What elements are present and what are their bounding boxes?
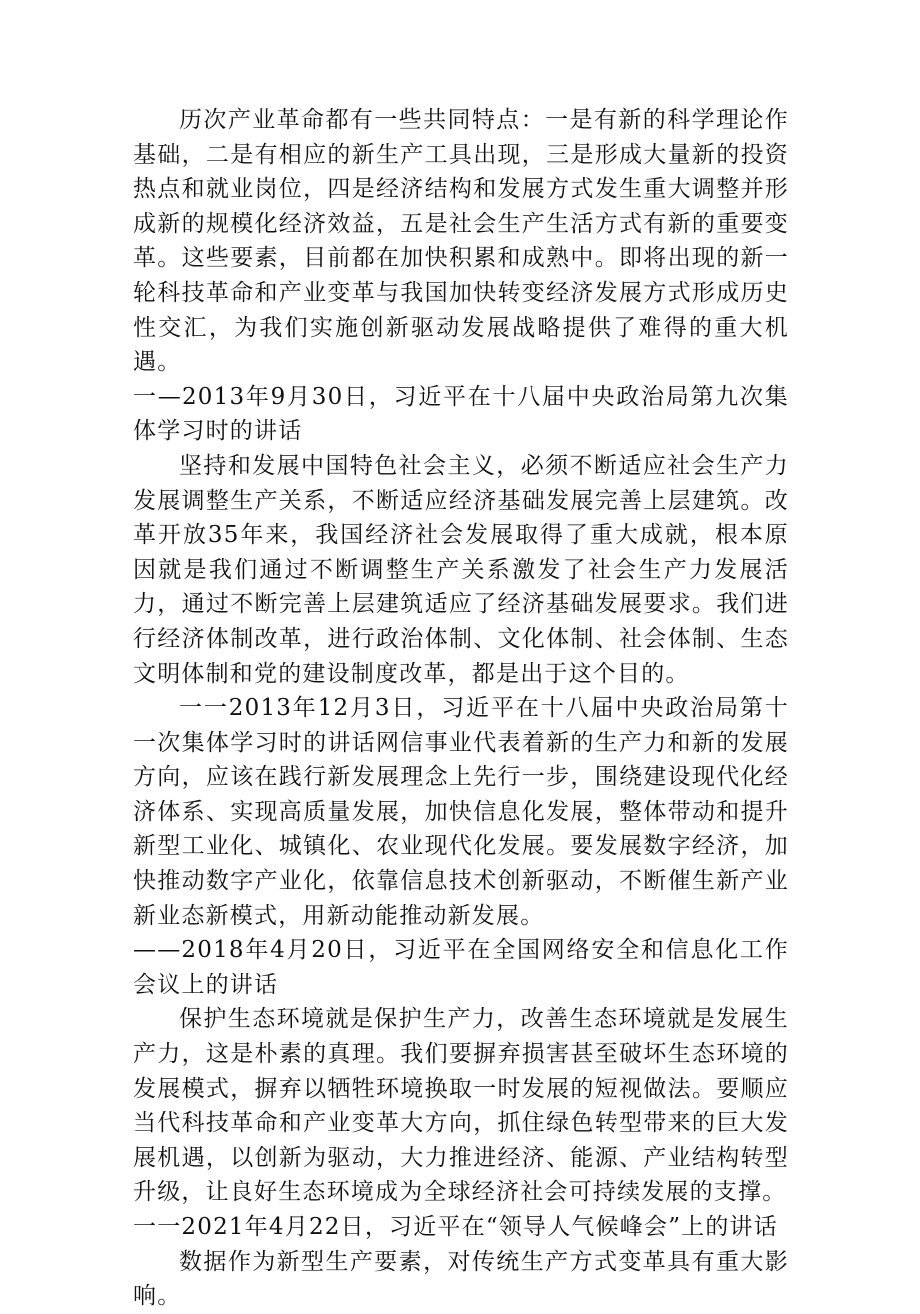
citation-2013-09-30: 一—2013年9月30日，习近平在十八届中央政治局第九次集体学习时的讲话 — [133, 383, 789, 445]
paragraph-data-factor: 数据作为新型生产要素，对传统生产方式变革具有重大影响。 — [133, 1248, 789, 1310]
paragraph-socialism-development: 坚持和发展中国特色社会主义，必须不断适应社会生产力发展调整生产关系，不断适应经济基础发展完善上层建筑。改革开放35年来，我国经济社会发展取得了重大成就，根本原因就是我们通过不断调整生产关系激发了社会生产力发展活力，通过不断完善上层建筑适应了经济基础发展要求。我们进行经济体制改革，进行政治体制、文化体制、社会体制、生态文明体制和党的建设制度改革，都是出于这个目的。 — [133, 452, 789, 687]
paragraph-industrial-revolution: 历次产业革命都有一些共同特点：一是有新的科学理论作基础，二是有相应的新生产工具出现，三是形成大量新的投资热点和就业岗位，四是经济结构和发展方式发生重大调整并形成新的规模化经济效益，五是社会生产生活方式有新的重要变革。这些要素，目前都在加快积累和成熟中。即将出现的新一轮科技革命和产业变革与我国加快转变经济发展方式形成历史性交汇，为我们实施创新驱动发展战略提供了难得的重大机遇。 — [133, 107, 789, 376]
paragraph-ecology: 保护生态环境就是保护生产力，改善生态环境就是发展生产力，这是朴素的真理。我们要摒弃损害甚至破坏生态环境的发展模式，摒弃以牺牲环境换取一时发展的短视做法。要顺应当代科技革命和产业变革大方向，抓住绿色转型带来的巨大发展机遇，以创新为驱动，大力推进经济、能源、产业结构转型升级，让良好生态环境成为全球经济社会可持续发展的支撑。 — [133, 1006, 789, 1206]
citation-2018-04-20: ——2018年4月20日，习近平在全国网络安全和信息化工作会议上的讲话 — [133, 937, 789, 998]
citation-2013-12-03-and-network: 一一2013年12月3日，习近平在十八届中央政治局第十一次集体学习时的讲话网信事业代表着新的生产力和新的发展方向，应该在践行新发展理念上先行一步，围绕建设现代化经济体系、实现高质量发展，加快信息化发展，整体带动和提升新型工业化、城镇化、农业现代化发展。要发展数字经济，加快推动数字产业化，依靠信息技术创新驱动，不断催生新产业新业态新模式，用新动能推动新发展。 — [133, 695, 789, 929]
citation-2021-04-22: 一一2021年4月22日，习近平在“领导人气候峰会”上的讲话 — [133, 1214, 778, 1240]
document-body — [133, 103, 789, 1314]
